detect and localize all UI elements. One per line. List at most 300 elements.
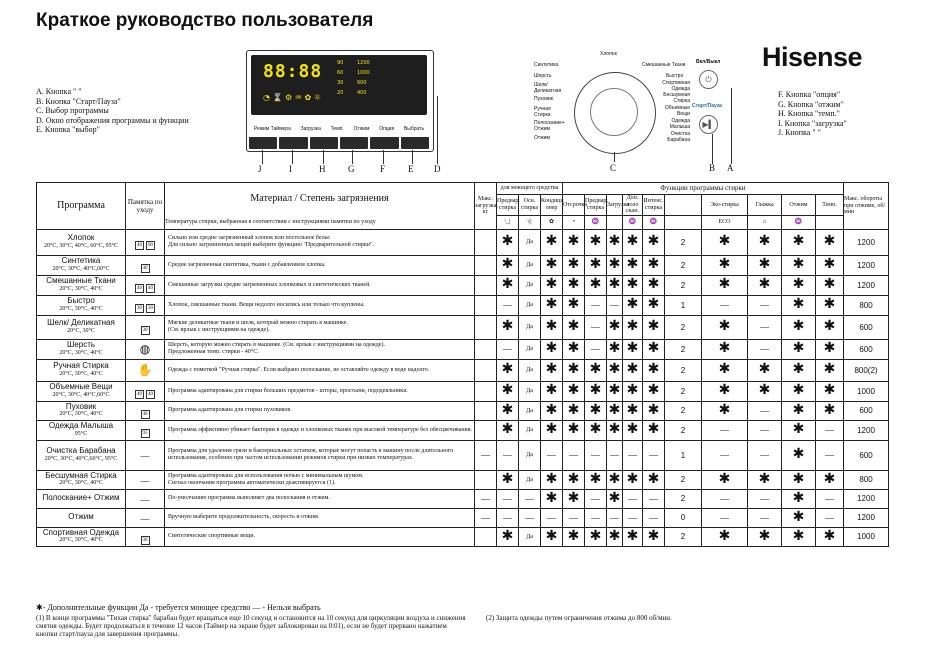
spin-icon: ♒ xyxy=(782,215,816,229)
intensive-icon: ♒ xyxy=(643,215,665,229)
available-mark: ✱ xyxy=(623,401,643,420)
header-softener: Кондици онер xyxy=(541,195,563,216)
program-description: Программа для удаления грязи и бактериальных остатков, которые могут попасть в машину после длительного использования, особенно при частом использовании режимов стирки при низких температурах. xyxy=(165,440,475,470)
legend-left xyxy=(36,87,189,135)
header-material: Материал / Степень загрязнения xyxy=(165,183,475,216)
header-functions: Функции программы стирки xyxy=(563,183,844,195)
care-symbol: — xyxy=(140,513,150,524)
not-available-mark: — xyxy=(643,440,665,470)
available-mark: ✱ xyxy=(563,470,585,489)
available-mark: ✱ xyxy=(585,420,607,440)
leader-line xyxy=(262,150,263,164)
value-cell: 2 xyxy=(665,275,702,295)
available-mark: ✱ xyxy=(702,275,748,295)
leader-line xyxy=(292,150,293,164)
not-available-mark: — xyxy=(497,295,519,315)
delay-icon: ◔ xyxy=(563,215,585,229)
iron-icon: ⌂ xyxy=(748,215,782,229)
program-name-cell xyxy=(37,381,126,401)
available-mark: ✱ xyxy=(702,229,748,255)
available-mark: ✱ xyxy=(563,229,585,255)
program-name-cell xyxy=(37,470,126,489)
table-row xyxy=(37,381,889,401)
care-symbol: 30 xyxy=(142,328,148,333)
program-name: Полоскание+ Отжим xyxy=(42,493,120,503)
available-mark: ✱ xyxy=(782,470,816,489)
leader-line xyxy=(412,150,413,164)
care-symbol: — xyxy=(140,475,150,486)
legend-item: I. Кнопка "загрузка" xyxy=(778,118,847,128)
available-mark: ✱ xyxy=(623,229,643,255)
empty-cell xyxy=(475,255,497,275)
available-mark: ✱ xyxy=(607,489,623,508)
empty-cell xyxy=(475,275,497,295)
dial-label: Смешанные Ткани xyxy=(642,62,686,68)
value-cell: 2 xyxy=(665,339,702,359)
detergent-required: Да xyxy=(519,315,541,339)
program-name: Одежда Малыша xyxy=(48,421,114,431)
available-mark: ✱ xyxy=(541,527,563,546)
detergent-required: Да xyxy=(519,381,541,401)
available-mark: ✱ xyxy=(541,255,563,275)
program-description: Сильно или средне загрязненный хлопок или постельное белье Для сильно загрязненных вещей выберите функцию "Предварительной стирки". xyxy=(165,229,475,255)
panel-button xyxy=(401,137,429,149)
empty-cell xyxy=(475,470,497,489)
detergent-required: Да xyxy=(519,440,541,470)
power-icon: ⏻ xyxy=(699,70,718,89)
panel-buttons xyxy=(249,137,429,149)
not-available-mark: — xyxy=(748,489,782,508)
available-mark: ✱ xyxy=(623,315,643,339)
program-name-cell xyxy=(37,489,126,508)
program-description: Смешанные загрузки средне загрязненных хлопковых и синтетических тканей. xyxy=(165,275,475,295)
program-description: По-умолчанию программа выполняет два полоскания и отжим. xyxy=(165,489,475,508)
care-symbol: 40 xyxy=(142,266,148,271)
detergent-required: Да xyxy=(519,275,541,295)
available-mark: ✱ xyxy=(607,275,623,295)
not-available-mark: — xyxy=(475,508,497,527)
available-mark: ✱ xyxy=(782,359,816,381)
header-extra-rinse: Доп. поло скан. xyxy=(623,195,643,216)
dial-label: Объемные Вещи xyxy=(664,105,690,117)
dial-label: Спортивная Одежда xyxy=(662,80,690,92)
value-cell: 2 xyxy=(665,229,702,255)
leader-line xyxy=(323,150,324,164)
not-available-mark: — xyxy=(585,295,607,315)
program-temps: 20°C, 30°C, 40°C xyxy=(59,480,103,487)
available-mark: ✱ xyxy=(702,527,748,546)
dial-label: Синтетика xyxy=(534,62,559,68)
value-cell: 1 xyxy=(665,295,702,315)
blank-icon xyxy=(665,215,702,229)
header-pre: Предвар. стирка xyxy=(497,195,519,216)
available-mark: ✱ xyxy=(782,315,816,339)
available-mark: ✱ xyxy=(607,420,623,440)
table-row xyxy=(37,339,889,359)
table-row xyxy=(37,508,889,527)
available-mark: ✱ xyxy=(541,470,563,489)
not-available-mark: — xyxy=(585,339,607,359)
care-symbol-cell xyxy=(126,295,165,315)
not-available-mark: — xyxy=(702,295,748,315)
program-name: Пуховик xyxy=(65,401,97,411)
program-temps: 20°C, 30°C, 40°C xyxy=(59,305,103,312)
not-available-mark: — xyxy=(497,508,519,527)
option-button-label: Опция xyxy=(379,126,395,132)
temp-icon xyxy=(816,215,844,229)
available-mark: ✱ xyxy=(497,255,519,275)
available-mark: ✱ xyxy=(643,295,665,315)
not-available-mark: — xyxy=(563,440,585,470)
program-name-cell xyxy=(37,295,126,315)
program-name: Быстро xyxy=(67,296,95,306)
program-description: Программа адаптирована для стирки пуховиков. xyxy=(165,401,475,420)
legend-item: C. Выбор программы xyxy=(36,106,109,116)
program-name: Ручная Стирка xyxy=(53,361,109,371)
not-available-mark: — xyxy=(702,420,748,440)
available-mark: ✱ xyxy=(563,401,585,420)
value-cell: 2 xyxy=(665,401,702,420)
header-ironing: Глажка xyxy=(748,195,782,216)
available-mark: ✱ xyxy=(816,315,844,339)
care-symbol: 95 xyxy=(142,431,148,436)
program-name-cell xyxy=(37,401,126,420)
program-temps: 95°C xyxy=(74,430,88,437)
available-mark: ✱ xyxy=(541,315,563,339)
not-available-mark: — xyxy=(541,508,563,527)
panel-letter: I xyxy=(289,164,292,174)
not-available-mark: — xyxy=(748,401,782,420)
header-program: Программа xyxy=(37,183,126,230)
available-mark: ✱ xyxy=(643,381,665,401)
available-mark: ✱ xyxy=(782,295,816,315)
available-mark: ✱ xyxy=(585,470,607,489)
available-mark: ✱ xyxy=(541,339,563,359)
legend-item: E. Кнопка "выбор" xyxy=(36,125,100,135)
leader-line xyxy=(352,150,353,164)
dial-label: Шелк/ Деликатная xyxy=(534,82,562,94)
care-symbol-cell xyxy=(126,470,165,489)
header-intensive: Интенс. стирка xyxy=(643,195,665,216)
empty-cell xyxy=(475,401,497,420)
display-temp: 60 xyxy=(337,70,344,76)
dial-label: Отжим xyxy=(534,135,550,141)
play-pause-icon: ▶▍ xyxy=(699,115,718,134)
not-available-mark: — xyxy=(816,440,844,470)
table-row xyxy=(37,359,889,381)
available-mark: ✱ xyxy=(563,255,585,275)
not-available-mark: — xyxy=(748,315,782,339)
care-symbol: 40 xyxy=(142,411,148,417)
available-mark: ✱ xyxy=(563,420,585,440)
available-mark: ✱ xyxy=(497,229,519,255)
care-symbol-cell xyxy=(126,489,165,508)
display-temp: 90 xyxy=(337,60,344,66)
available-mark: ✱ xyxy=(563,489,585,508)
available-mark: ✱ xyxy=(541,275,563,295)
leader-line xyxy=(383,150,384,164)
program-name-cell xyxy=(37,229,126,255)
available-mark: ✱ xyxy=(816,255,844,275)
care-symbol-cell xyxy=(126,359,165,381)
max-rpm-value: 800 xyxy=(844,470,889,489)
available-mark: ✱ xyxy=(563,359,585,381)
program-name: Бесшумная Стирка xyxy=(45,470,117,480)
max-rpm-value: 600 xyxy=(844,401,889,420)
header-max-load: Макс. загрузка, кг xyxy=(475,183,497,230)
header-detergent: для моющего средства xyxy=(497,183,563,195)
available-mark: ✱ xyxy=(816,359,844,381)
legend-item: J. Кнопка " " xyxy=(778,128,821,138)
care-symbol-cell xyxy=(126,508,165,527)
not-available-mark: — xyxy=(702,489,748,508)
available-mark: ✱ xyxy=(623,420,643,440)
available-mark: ✱ xyxy=(623,470,643,489)
header-max-rpm: Макс. обороты при отжиме, об/мин xyxy=(844,183,889,230)
rinse-icon: ♒ xyxy=(623,215,643,229)
table-row xyxy=(37,295,889,315)
available-mark: ✱ xyxy=(748,470,782,489)
available-mark: ✱ xyxy=(816,229,844,255)
program-name: Спортивная Одежда xyxy=(42,527,120,537)
program-name-cell xyxy=(37,255,126,275)
available-mark: ✱ xyxy=(497,275,519,295)
not-available-mark: — xyxy=(607,295,623,315)
program-temps: 20°C, 30°C, 40°C xyxy=(59,285,103,292)
program-name: Хлопок xyxy=(67,233,95,243)
available-mark: ✱ xyxy=(643,229,665,255)
not-available-mark: — xyxy=(519,489,541,508)
program-temps: 20°C, 30°C, 40°C xyxy=(59,370,103,377)
available-mark: ✱ xyxy=(748,255,782,275)
dial-letter: B xyxy=(709,163,716,173)
care-symbol: — xyxy=(140,494,150,505)
detergent-required: Да xyxy=(519,295,541,315)
available-mark: ✱ xyxy=(702,359,748,381)
available-mark: ✱ xyxy=(541,381,563,401)
available-mark: ✱ xyxy=(585,527,607,546)
panel-button xyxy=(340,137,368,149)
tray-icon: \|| xyxy=(519,215,541,229)
available-mark: ✱ xyxy=(782,508,816,527)
hand-wash-icon: ✋ xyxy=(137,363,153,377)
panel-letter: G xyxy=(348,164,355,174)
detergent-required: Да xyxy=(519,527,541,546)
program-name-cell xyxy=(37,527,126,546)
not-available-mark: — xyxy=(519,508,541,527)
program-description: Программа адаптирована для использования ночью с минимальным шумом. Сигнал окончания программы автоматически деактивируется (1). xyxy=(165,470,475,489)
panel-button xyxy=(370,137,398,149)
not-available-mark: — xyxy=(702,440,748,470)
care-symbol: 40 xyxy=(137,392,142,397)
not-available-mark: — xyxy=(748,339,782,359)
dial-label: Хлопок xyxy=(600,51,617,57)
display-temp: 20 xyxy=(337,90,344,96)
value-cell: 2 xyxy=(665,470,702,489)
display-digits: 88:88 xyxy=(263,61,323,82)
program-temps: 20°C, 30°C, 40°C, 60°C, 95°C xyxy=(43,242,118,249)
not-available-mark: — xyxy=(816,420,844,440)
program-name-cell xyxy=(37,359,126,381)
header-delay: Отсрочка xyxy=(563,195,585,216)
panel-letter: H xyxy=(319,164,326,174)
not-available-mark: — xyxy=(585,508,607,527)
available-mark: ✱ xyxy=(816,275,844,295)
not-available-mark: — xyxy=(643,508,665,527)
detergent-required: Да xyxy=(519,229,541,255)
max-rpm-value: 1200 xyxy=(844,255,889,275)
available-mark: ✱ xyxy=(563,315,585,339)
control-panel-diagram xyxy=(246,50,434,152)
not-available-mark: — xyxy=(475,489,497,508)
program-name-cell xyxy=(37,315,126,339)
panel-button xyxy=(310,137,338,149)
available-mark: ✱ xyxy=(541,401,563,420)
table-row xyxy=(37,489,889,508)
available-mark: ✱ xyxy=(782,527,816,546)
not-available-mark: — xyxy=(623,440,643,470)
available-mark: ✱ xyxy=(782,275,816,295)
available-mark: ✱ xyxy=(541,420,563,440)
available-mark: ✱ xyxy=(563,275,585,295)
available-mark: ✱ xyxy=(748,229,782,255)
care-symbol-cell xyxy=(126,339,165,359)
available-mark: ✱ xyxy=(816,470,844,489)
dial-label: Пуховик xyxy=(534,96,553,102)
not-available-mark: — xyxy=(607,440,623,470)
not-available-mark: — xyxy=(585,315,607,339)
footer-key: ✱- Дополнительные функции Да - требуется моющее средство — - Нельзя выбрать xyxy=(36,603,321,612)
not-available-mark: — xyxy=(497,339,519,359)
dial-label: Ручная Стирка xyxy=(534,106,551,118)
program-temps: 20°C, 30°C, 40°C,60°C, 95°C xyxy=(44,455,118,462)
display-rpm: 1000 xyxy=(357,70,370,76)
footer-note-2: (2) Защита одежды путем ограничения отжима до 800 об/мин. xyxy=(486,614,672,622)
available-mark: ✱ xyxy=(585,275,607,295)
panel-letter: F xyxy=(380,164,386,174)
max-rpm-value: 1200 xyxy=(844,420,889,440)
max-rpm-value: 1000 xyxy=(844,381,889,401)
empty-cell xyxy=(475,315,497,339)
program-description: Мягкие деликатные ткани и шелк, который можно стирать в машинке. (См. ярлык с инструкциями на одежде). xyxy=(165,315,475,339)
value-cell: 1 xyxy=(665,440,702,470)
max-rpm-value: 1000 xyxy=(844,527,889,546)
care-symbol-cell xyxy=(126,527,165,546)
program-rows xyxy=(37,229,889,546)
care-symbol-cell xyxy=(126,440,165,470)
program-description: Синтетические спортивные вещи. xyxy=(165,527,475,546)
program-name-cell xyxy=(37,440,126,470)
program-description: Шерсть, которую можно стирать в машинке. (См. ярлык с инструкциями на одежде). Предложенная темп. стирки - 40°C. xyxy=(165,339,475,359)
care-symbol: — xyxy=(140,451,150,461)
available-mark: ✱ xyxy=(607,315,623,339)
available-mark: ✱ xyxy=(497,527,519,546)
table-row xyxy=(37,255,889,275)
available-mark: ✱ xyxy=(623,339,643,359)
display-rpm: 1200 xyxy=(357,60,370,66)
available-mark: ✱ xyxy=(497,381,519,401)
available-mark: ✱ xyxy=(623,255,643,275)
max-rpm-value: 800(2) xyxy=(844,359,889,381)
header-eco: Эко-стирка xyxy=(702,195,748,216)
legend-item: D. Окно отображения программы и функции xyxy=(36,115,189,125)
max-rpm-value: 1200 xyxy=(844,508,889,527)
available-mark: ✱ xyxy=(702,339,748,359)
table-row xyxy=(37,229,889,255)
value-cell: 2 xyxy=(665,315,702,339)
legend-item: B. Кнопка "Старт/Пауза" xyxy=(36,96,121,106)
not-available-mark: — xyxy=(748,295,782,315)
available-mark: ✱ xyxy=(782,229,816,255)
available-mark: ✱ xyxy=(623,527,643,546)
max-rpm-value: 600 xyxy=(844,339,889,359)
program-name: Смешанные Ткани xyxy=(46,276,116,286)
program-description: Хлопок, смешанные ткани. Вещи недолго носились или только что куплены. xyxy=(165,295,475,315)
care-symbol: 40 xyxy=(148,286,153,291)
wool-icon: ◍ xyxy=(139,342,151,356)
available-mark: ✱ xyxy=(623,275,643,295)
value-cell: 2 xyxy=(665,359,702,381)
display-icons: ◔ ⌛ ⚙ ♒ ✿ ☼ xyxy=(263,93,321,102)
detergent-required: Да xyxy=(519,401,541,420)
display-temp: 30 xyxy=(337,80,344,86)
empty-cell xyxy=(475,295,497,315)
header-load: Загрузка xyxy=(607,195,623,216)
detergent-required: Да xyxy=(519,420,541,440)
available-mark: ✱ xyxy=(643,339,665,359)
care-symbol: 40 xyxy=(148,392,153,397)
value-cell: 0 xyxy=(665,508,702,527)
dial-label: Одежда Малыша xyxy=(669,118,690,130)
header-temp: Темп. xyxy=(816,195,844,216)
available-mark: ✱ xyxy=(541,229,563,255)
program-description: Одежда с пометкой "Ручная стирка". Если выбрано полоскание, не оставляйте одежду в воде надолго. xyxy=(165,359,475,381)
available-mark: ✱ xyxy=(497,401,519,420)
available-mark: ✱ xyxy=(748,359,782,381)
available-mark: ✱ xyxy=(748,275,782,295)
max-rpm-value: 1200 xyxy=(844,275,889,295)
available-mark: ✱ xyxy=(563,381,585,401)
leader-line xyxy=(437,96,438,164)
available-mark: ✱ xyxy=(748,527,782,546)
select-button-label: Выбрать xyxy=(403,126,425,132)
start-pause-label: Старт/Пауза xyxy=(692,103,722,109)
legend-item: G. Кнопка "отжим" xyxy=(778,99,844,109)
value-cell: 2 xyxy=(665,420,702,440)
available-mark: ✱ xyxy=(497,420,519,440)
available-mark: ✱ xyxy=(702,381,748,401)
header-care: Памятка по уходу xyxy=(126,183,165,230)
dial-label: Полоскание+ Отжим xyxy=(534,120,565,132)
panel-button xyxy=(249,137,277,149)
available-mark: ✱ xyxy=(702,255,748,275)
dial-label: Бесшумная Стирка xyxy=(663,92,690,104)
not-available-mark: — xyxy=(702,508,748,527)
program-temps: 20°C, 30°C, 40°C xyxy=(59,537,103,544)
available-mark: ✱ xyxy=(782,339,816,359)
header-prewash: Предвар. стирка xyxy=(585,195,607,216)
not-available-mark: — xyxy=(816,489,844,508)
value-cell: 2 xyxy=(665,527,702,546)
available-mark: ✱ xyxy=(643,420,665,440)
max-rpm-value: 800 xyxy=(844,295,889,315)
not-available-mark: — xyxy=(497,440,519,470)
legend-item: H. Кнопка "темп." xyxy=(778,109,840,119)
header-main: Осн. стирка xyxy=(519,195,541,216)
dial-letter: C xyxy=(610,163,617,173)
available-mark: ✱ xyxy=(497,470,519,489)
available-mark: ✱ xyxy=(607,229,623,255)
